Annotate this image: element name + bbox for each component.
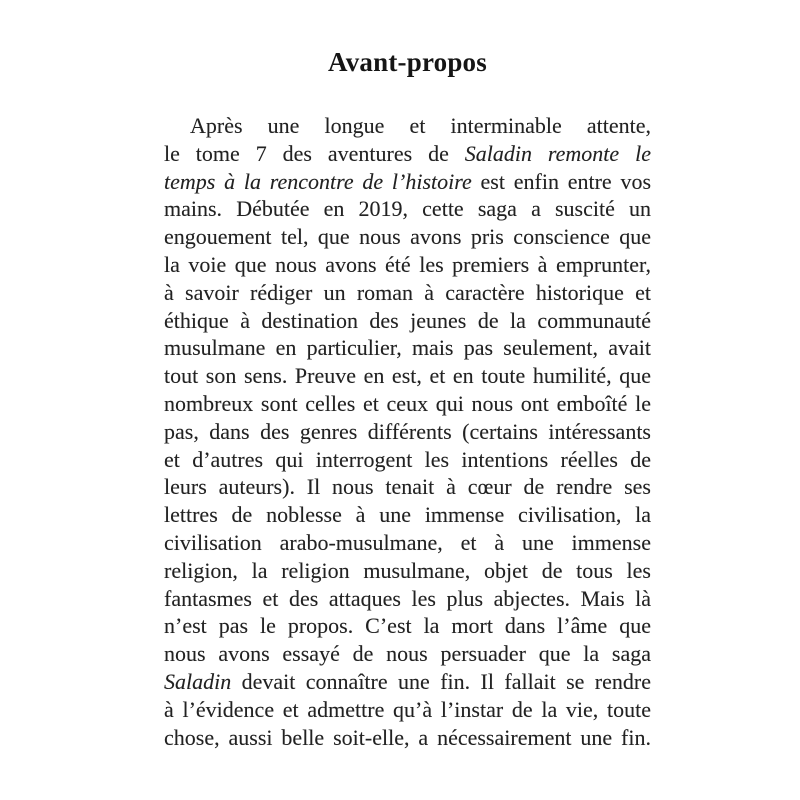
- paragraph-line: [164, 668, 651, 696]
- paragraph-line: [164, 585, 651, 613]
- paragraph-line: [164, 168, 651, 196]
- text-segment: à l’évidence et admettre qu’à l’instar de la vie, toute: [164, 696, 651, 722]
- text-segment: et d’autres qui interrogent les intentions réelles de: [164, 446, 651, 472]
- foreword-paragraph: [164, 112, 651, 751]
- italic-text-segment: temps à la rencontre de l’histoire: [164, 168, 472, 194]
- text-segment: Après une longue et interminable attente,: [190, 113, 651, 138]
- text-segment: devait connaître une fin. Il fallait se rendre: [231, 668, 651, 694]
- text-segment: pas, dans des genres différents (certains intéressants: [164, 418, 651, 444]
- paragraph-line: [164, 195, 651, 223]
- paragraph-line: [164, 251, 651, 279]
- paragraph-line: [164, 446, 651, 474]
- text-segment: nombreux sont celles et ceux qui nous ont emboîté le: [164, 390, 651, 416]
- paragraph-line: [164, 140, 651, 168]
- paragraph-line: [164, 362, 651, 390]
- text-segment: civilisation arabo-musulmane, et à une immense: [164, 529, 651, 555]
- paragraph-line: [164, 557, 651, 585]
- text-segment: à savoir rédiger un roman à caractère historique et: [164, 279, 651, 305]
- book-page: [164, 0, 651, 800]
- text-segment: éthique à destination des jeunes de la communauté: [164, 307, 651, 333]
- paragraph-line: [164, 223, 651, 251]
- paragraph-line: [164, 334, 651, 362]
- text-segment: mains. Débutée en 2019, cette saga a suscité un: [164, 196, 651, 222]
- text-segment: nous avons essayé de nous persuader que la saga: [164, 641, 651, 667]
- text-segment: lettres de noblesse à une immense civilisation, la: [164, 502, 651, 528]
- text-segment: le tome 7 des aventures de: [164, 140, 465, 166]
- italic-text-segment: Saladin remonte le: [464, 140, 651, 166]
- text-segment: leurs auteurs). Il nous tenait à cœur de rendre ses: [164, 474, 651, 500]
- text-segment: engouement tel, que nous avons pris conscience que: [164, 224, 651, 250]
- text-segment: tout son sens. Preuve en est, et en toute humilité, que: [164, 363, 651, 389]
- paragraph-line: [164, 501, 651, 529]
- paragraph-line: [164, 279, 651, 307]
- paragraph-line: [164, 307, 651, 335]
- text-segment: la voie que nous avons été les premiers à emprunter,: [164, 251, 651, 277]
- paragraph-line: [164, 473, 651, 501]
- paragraph-line: [164, 724, 651, 752]
- paragraph-line: [164, 529, 651, 557]
- text-segment: fantasmes et des attaques les plus abjectes. Mais là: [164, 585, 651, 611]
- text-segment: musulmane en particulier, mais pas seulement, avait: [164, 335, 651, 361]
- text-segment: religion, la religion musulmane, objet de tous les: [164, 557, 651, 583]
- paragraph-line: [164, 390, 651, 418]
- paragraph-line: [164, 696, 651, 724]
- text-segment: est enfin entre vos: [471, 168, 651, 194]
- paragraph-line: [164, 612, 651, 640]
- text-segment: chose, aussi belle soit-elle, a nécessairement une fin.: [164, 724, 651, 750]
- text-segment: n’est pas le propos. C’est la mort dans l’âme que: [164, 613, 651, 639]
- italic-text-segment: Saladin: [164, 668, 232, 694]
- paragraph-line: [164, 640, 651, 668]
- paragraph-line: [164, 112, 651, 140]
- page-title: Avant-propos: [328, 47, 487, 77]
- paragraph-line: [164, 418, 651, 446]
